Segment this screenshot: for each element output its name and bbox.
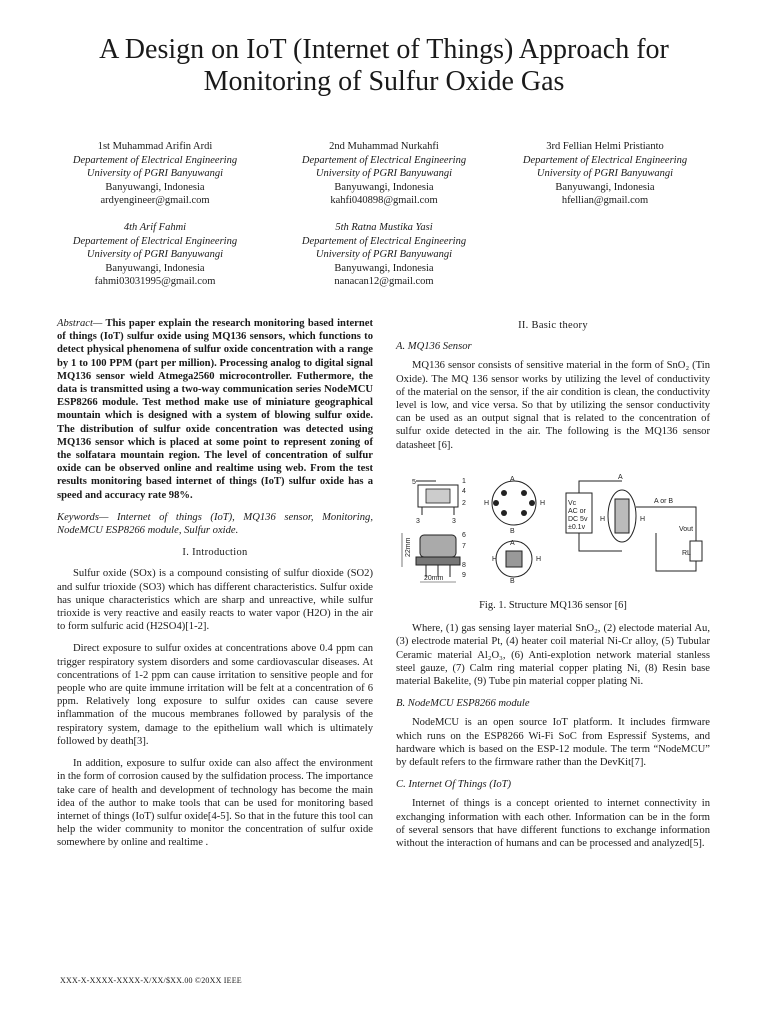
abstract-label: Abstract—	[57, 318, 103, 329]
intro-paragraph: Sulfur oxide (SOx) is a compound consisting of sulfur dioxide (SO2) and sulfur trioxide (SO3) which has different characteristics. Sulfur oxide has unique characteristics which are sharp and unreactive, while sulfur trioxide is very reactive and easily reacts to water vapor (H2O) in the air to form sulfuric acid (H2SO4)[1-2].	[57, 568, 373, 633]
body-paragraph: MQ136 sensor consists of sensitive material in the form of SnO₂ (Tin Oxide). The MQ 136 sensor works by utilizing the level of conductivity of the material on the sensor, if the air condition is clean, the conductivity level is low, and vice versa. So that by utilizing the sensor conductivity can be used as an output signal that is related to the concentration of sulfur oxide detected in the air. The following is the MQ136 sensor datasheet [6].	[396, 360, 710, 451]
section-heading-introduction: I. Introduction	[182, 547, 248, 559]
sensor-package	[402, 532, 466, 582]
author-block	[269, 221, 499, 289]
pin-label: 5	[412, 478, 416, 486]
author-email: ardyengineer@gmail.com	[100, 195, 210, 206]
pin-label: 3	[416, 517, 420, 525]
body-paragraph: Where, (1) gas sensing layer material SnO₂, (2) electode material Au, (3) electrode material Pt, (4) heater coil material Ni-Cr alloy, (5) Tubular Ceramic material Al₂O₃, (6) Anti-explotion network material stanless steel gauze, (7) Calm ring material copper plating Ni, (8) Resin base material Bakelite, (9) Tube pin material copper plating Ni.	[396, 623, 710, 688]
author-block	[40, 140, 270, 208]
author-city: Banyuwangi, Indonesia	[334, 262, 434, 274]
pin-label: A	[510, 539, 515, 547]
author-university: University of PGRI Banyuwangi	[315, 168, 453, 179]
pin-label: H	[536, 555, 542, 563]
circuit-label: H	[600, 515, 606, 523]
pin-label: A	[510, 475, 515, 483]
mq136-structure-figure	[396, 471, 714, 587]
author-department: Departement of Electrical Engineering	[72, 235, 238, 247]
subsection-heading: B. NodeMCU ESP8266 module	[396, 698, 530, 710]
author-email: kahfi040898@gmail.com	[330, 195, 438, 206]
author-name: 4th Arif Fahmi	[123, 222, 187, 233]
pin-label: 7	[462, 542, 466, 550]
body-paragraph: NodeMCU is an open source IoT platform. It includes firmware which runs on the ESP8266 Wi-Fi SoC from Espressif Systems, and hardware which is based on the ESP-12 module. The term “NodeMCU” by default refers to the firmware rather than the DevKit[7].	[396, 717, 710, 769]
author-department: Departement of Electrical Engineering	[72, 154, 238, 166]
author-name: 3rd Fellian Helmi Pristianto	[546, 141, 664, 152]
circuit-label: RL	[682, 549, 691, 557]
section-heading-basic-theory: II. Basic theory	[518, 320, 588, 331]
pin-label: 6	[462, 531, 466, 539]
circuit-label: ±0.1v	[568, 523, 586, 531]
pin-label: H	[492, 555, 498, 563]
sensor-bottom-view	[492, 540, 541, 585]
abstract-text: This paper explain the research monitoring based internet of things (IoT) sulfur oxide using MQ136 sensors, which functions to detect physical phenomena of sulfur oxide concentration with a range by 1 to 100 PPM (part per million). Processing analog to digital signal MQ136 sensor wield Atmega2560 microcontroller. Futhermore, the data is transmitted using a two-way communication series NodeMCU ESP8266 module. Test method make use of miniature geographical mountain which is designed with a system of blowing sulfur oxide. The distribution of sulfur oxide concentration was detected using MQ136 sensor which is placed at some point to represent zoning of the solfatara mountain region. The level of concentration of sulfur oxide can be observed online and realtime using web. From the test results monitoring based internet of things (IoT) sulfur oxide has a speed and accuracy rate 98%.	[57, 318, 373, 501]
pin-label: 1	[462, 477, 466, 485]
circuit-label: DC 5v	[568, 515, 588, 523]
circuit-label: A or B	[654, 497, 674, 505]
test-circuit	[566, 474, 702, 571]
author-department: Departement of Electrical Engineering	[301, 154, 467, 166]
subsection-heading: C. Internet Of Things (IoT)	[396, 779, 512, 791]
author-block	[40, 221, 270, 289]
author-city: Banyuwangi, Indonesia	[334, 181, 434, 193]
body-paragraph: Internet of things is a concept oriented to internet connectivity in exchanging information with each other. Information can be in the form of several sensors that have different functions to exchange information without the interaction of humans and can be processed and analyzed[5].	[396, 798, 710, 850]
author-email: hfellian@gmail.com	[561, 195, 649, 206]
author-block	[490, 140, 720, 208]
pin-label: H	[484, 499, 490, 507]
right-column	[396, 317, 710, 859]
pin-label: 9	[462, 571, 466, 579]
pin-label: 2	[462, 499, 466, 507]
author-email: fahmi03031995@gmail.com	[94, 276, 216, 287]
author-email: nanacan12@gmail.com	[334, 276, 434, 287]
page-footer: XXX-X-XXXX-XXXX-X/XX/$XX.00 ©20XX IEEE	[60, 976, 242, 985]
author-department: Departement of Electrical Engineering	[522, 154, 688, 166]
circuit-label: Vc	[568, 499, 577, 507]
intro-paragraph: Direct exposure to sulfur oxides at concentrations above 0.4 ppm can trigger respiratory system disorders and some cardiovascular diseases. At concentrations of 1-2 ppm can cause irritation to sensitive people and for people who are quite immune irritation will be felt at a concentration of 6 ppm. Relatively long exposure to sulfur oxides can cause severe inflammation of the mucous membranes followed by paralysis of the respiratory system, damage to the epithelium wall which is ultimately followed by death[3].	[57, 643, 373, 747]
circuit-label: H	[640, 515, 646, 523]
pin-label: B	[510, 577, 515, 585]
author-university: University of PGRI Banyuwangi	[86, 249, 224, 260]
author-department: Departement of Electrical Engineering	[301, 235, 467, 247]
pin-label: 3	[452, 517, 456, 525]
abstract	[57, 317, 373, 502]
circuit-label: AC or	[568, 507, 586, 515]
dimension-label: 22mm	[405, 537, 412, 557]
author-block	[269, 140, 499, 208]
dimension-label: 20mm	[424, 574, 444, 582]
circuit-label: Vout	[679, 525, 694, 533]
intro-paragraph: In addition, exposure to sulfur oxide can also affect the environment in the form of corrosion caused by the sulfidation process. The importance take care of health and development of technology has become the main idea of the author to make tools that can be used for monitoring based internet of things (IoT) sulfur oxide[4-5]. So that in the future this tool can help the wider community to monitor the concentration of sulfur oxide somewhere by online and realtime .	[57, 758, 373, 849]
author-name: 5th Ratna Mustika Yasi	[335, 222, 433, 233]
pin-label: H	[540, 499, 546, 507]
author-university: University of PGRI Banyuwangi	[86, 168, 224, 179]
figure-caption: Fig. 1. Structure MQ136 sensor [6]	[479, 600, 627, 612]
author-university: University of PGRI Banyuwangi	[315, 249, 453, 260]
paper-title: A Design on IoT (Internet of Things) Approach for Monitoring of Sulfur Oxide Gas	[99, 34, 669, 97]
sensor-side-view	[412, 478, 466, 525]
pin-label: 4	[462, 487, 466, 495]
pin-label: B	[510, 527, 515, 535]
author-university: University of PGRI Banyuwangi	[536, 168, 674, 179]
author-name: 2nd Muhammad Nurkahfi	[329, 141, 439, 152]
author-city: Banyuwangi, Indonesia	[555, 181, 655, 193]
circuit-label: A	[618, 473, 623, 481]
pin-label: 8	[462, 561, 466, 569]
author-city: Banyuwangi, Indonesia	[105, 181, 205, 193]
author-city: Banyuwangi, Indonesia	[105, 262, 205, 274]
left-column	[57, 317, 373, 859]
keywords: Keywords— Internet of things (IoT), MQ136 sensor, Monitoring, NodeMCU ESP8266 module, Sulfur oxide.	[57, 511, 373, 537]
author-name: 1st Muhammad Arifin Ardi	[97, 141, 213, 152]
sensor-top-view	[484, 476, 545, 535]
subsection-heading: A. MQ136 Sensor	[396, 341, 472, 353]
